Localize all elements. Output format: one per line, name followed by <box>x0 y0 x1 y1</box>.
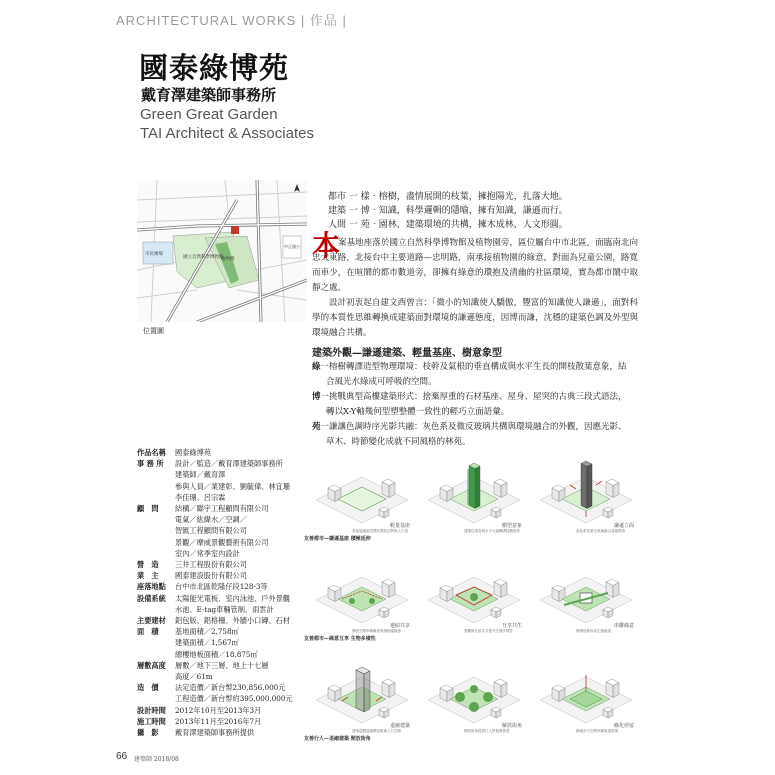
drop-cap: 本 <box>312 229 341 262</box>
diagram-panel <box>536 555 636 629</box>
credit-line: 室內／常季室內設計 <box>175 548 240 558</box>
diagram-title: 解放街角 <box>502 723 523 729</box>
diagram-panel <box>312 455 412 529</box>
concept-item: 苑一謙讓色調時序光影共融：灰色系及微反玻璃共構與環境融合的外觀，因應光影、 草木、時節變化成就不同風格的林苑。 <box>312 422 627 447</box>
credit-label: 主要建材 <box>137 616 166 626</box>
credit-label: 設計時間 <box>137 705 166 715</box>
credit-value <box>175 615 307 626</box>
diagram-panel <box>536 655 636 729</box>
diagram-panel <box>312 555 412 629</box>
diagram-subtitle: 灰色系及微反玻璃融合周邊環境 <box>576 529 625 533</box>
credit-line: 鋁包版、鋁格柵、外牆小口磚、石材 <box>175 616 291 626</box>
location-map <box>137 180 307 322</box>
credit-value <box>175 581 307 592</box>
massing-diagram <box>312 655 412 729</box>
credit-row <box>137 503 307 559</box>
credit-line: 法定造價／新台幣230,856,000元 <box>175 683 286 693</box>
credit-line: 智匯工程顧問有限公司 <box>175 526 247 536</box>
concept-list <box>312 360 642 450</box>
credit-row <box>137 447 307 458</box>
architect-name-zh: 戴育澤建築師事務所 <box>141 86 277 104</box>
credit-label: 事 務 所 <box>137 459 164 469</box>
credit-line: 太陽能光電板、室內泳池、戶外景觀 <box>175 593 291 603</box>
credit-label: 座落地點 <box>137 582 166 592</box>
diagram-title: 連結共享 <box>390 623 411 629</box>
massing-diagram <box>536 455 636 529</box>
credit-line: 工程造價／新台幣約395,000,000元 <box>175 694 293 704</box>
map-label-museum: 國立自然科學博物館 <box>183 255 224 260</box>
massing-diagram <box>424 555 524 629</box>
credit-row <box>137 705 307 716</box>
diagram-subtitle: 景觀與社區共享提升生態多樣性 <box>464 629 513 633</box>
poem <box>328 190 568 232</box>
diagram-panel <box>424 655 524 729</box>
massing-diagram <box>312 555 412 629</box>
diagram-panel <box>424 555 524 629</box>
map-caption: 位置圖 <box>143 328 164 335</box>
credit-label: 施工時間 <box>137 716 166 726</box>
credit-row <box>137 626 307 660</box>
credit-value <box>175 570 307 581</box>
diagram-title: 綠化停留 <box>614 723 635 729</box>
diagram-subtitle: 建築以垂直與水平元素轉譯榕樹意象 <box>464 529 520 533</box>
credit-row <box>137 593 307 615</box>
concept-item: 博一挑戰典型高樓建築形式：捨棄厚重的石材基座、屋身、屋突的古典三段式語法， 轉以X-Y軸幾何型塑整體一致性的輕巧立面語彙。 <box>312 392 627 417</box>
site-marker <box>231 226 239 234</box>
credit-label: 造 價 <box>137 683 159 693</box>
credit-line: 台中市北區乾隆仔段128-3等 <box>175 582 268 592</box>
diagram-subtitle: 開放街角提供行人停留與休憩 <box>464 729 510 733</box>
poem-line: 建築 一 博‧知識，科學邏輯的隱喻，擁有知識，謙遜而行。 <box>328 206 568 216</box>
project-title-zh: 國泰綠博苑 <box>139 51 290 85</box>
diagram-subtitle: 綠帶延伸形成生態廊道 <box>576 629 611 633</box>
diagram-row-caption: 友善都市—謙遜基座 積極延伸 <box>304 536 371 542</box>
diagram-title: 輕量基座 <box>390 523 411 529</box>
project-title-en: Green Great Garden <box>140 106 278 123</box>
credit-value <box>175 660 307 682</box>
credit-line: 建築面積／1,567㎡ <box>175 638 239 648</box>
credit-row <box>137 559 307 570</box>
credit-row <box>137 727 307 738</box>
credit-row <box>137 615 307 626</box>
credit-row <box>137 570 307 581</box>
credit-label: 面 積 <box>137 627 159 637</box>
credit-value <box>175 682 307 704</box>
credit-label: 營 造 <box>137 560 159 570</box>
diagram-subtitle: 建築量體退縮釋放街廓人行空間 <box>352 729 401 733</box>
section-subheading: 建築外觀—謙遜建築、輕量基座、樹意象型 <box>312 348 502 359</box>
diagram-subtitle: 基地退縮留設帶狀開放空間與人行道 <box>352 529 408 533</box>
diagram-title: 串聯綠意 <box>614 623 635 629</box>
credit-line: 結構／聯宇工程顧問有限公司 <box>175 504 269 514</box>
diagram-title: 謙遜立面 <box>614 523 635 529</box>
section-header: ARCHITECTURAL WORKS | 作品 | <box>116 13 347 28</box>
credit-line: 2012年10月至2013年3月 <box>175 705 262 715</box>
credit-value <box>175 593 307 615</box>
credit-line: 國泰綠博苑 <box>175 448 211 457</box>
credit-value <box>175 458 307 503</box>
credit-line: 建築師／戴育澤 <box>175 470 226 480</box>
credit-line: 水池、E-tag車輛管制、雨雲計 <box>175 604 274 614</box>
map-label-school: 中正國小 <box>284 244 300 249</box>
massing-diagram <box>424 455 524 529</box>
diagram-title: 樹型意象 <box>502 523 523 529</box>
body-paragraph-1: 案基地座落於國立自然科學博物館及植物園旁，區位屬台中市北區，面臨南北向忠太東路，北接台中主要道路—忠明路，南承接植物園的綠意，對面為兒童公園，路寬而車少，在喧鬧的都市數道旁，卻擁有綠意的環抱及清幽的社區環境，實為都市鬧中取靜之處。 <box>312 238 638 293</box>
diagram-title: 互享共生 <box>502 623 523 629</box>
credit-value <box>175 559 307 570</box>
credit-line: 層數／地下三層、地上十七層 <box>175 660 269 670</box>
credit-line: 基地面積／2,758㎡ <box>175 627 239 637</box>
massing-diagram <box>424 655 524 729</box>
massing-diagram <box>536 555 636 629</box>
credit-line: 三井工程股份有限公司 <box>175 560 247 570</box>
magazine-issue: 建築師 2018/08 <box>134 756 179 763</box>
credit-value <box>175 447 307 458</box>
credit-line: 參與人員／業建彰、劉毓偉、林宜珊 <box>175 481 291 491</box>
credit-value <box>175 727 307 738</box>
diagram-panel <box>312 655 412 729</box>
credit-label: 業 主 <box>137 571 159 581</box>
credit-row <box>137 716 307 727</box>
diagram-title: 退縮建築 <box>390 723 411 729</box>
credit-line: 電氣／紘緯水／空調／ <box>175 515 247 525</box>
massing-diagram <box>536 655 636 729</box>
credit-line: 景觀／摩威景觀藝術有限公司 <box>175 537 269 547</box>
credit-line: 國泰建設股份有限公司 <box>175 571 247 581</box>
diagram-panel <box>536 455 636 529</box>
credit-row <box>137 660 307 682</box>
credit-row <box>137 581 307 592</box>
body-paragraph-2: 設計初衷起自建文西曾言：「微小的知識使人驕傲，豐富的知識使人謙遜」，面對科學的本質性思維轉換成建築面對環境的謙遜態度，因博而謙，沈穩的建築色調及外型與環境融合共構。 <box>312 298 638 338</box>
poem-line: 都市 一 樣‧榕樹，盡情展開的枝葉，擁抱陽光，扎落大地。 <box>328 192 568 202</box>
credit-row <box>137 458 307 503</box>
diagram-subtitle: 開放空間串聯鄰里與植物園綠意 <box>352 629 401 633</box>
credit-label: 設備系統 <box>137 593 166 603</box>
page-number: 66 <box>116 751 128 762</box>
concept-item: 綠一榕樹轉譯造型物理環境：枝幹及氣根的垂直構成與水平生長的開枝散葉意象，結 合風光水綠成可呼吸的空間。 <box>312 362 627 387</box>
credits-table <box>137 447 307 738</box>
credit-line: 高度／61m <box>175 672 213 682</box>
credit-line: 戴育澤建築師事務所提供 <box>175 728 255 738</box>
credit-line: 總樓地板面積／18,875㎡ <box>175 649 258 659</box>
credit-value <box>175 716 307 727</box>
diagram-subtitle: 綠地步行空間串聯周邊環境 <box>576 729 618 733</box>
credit-label: 層數高度 <box>137 660 166 670</box>
diagram-row-caption: 友善都市—綠意互享 生物多樣性 <box>304 636 376 642</box>
poem-line: 人間 一 苑‧園林，建築環境的共構，擁木成林，人文形圓。 <box>328 220 568 230</box>
credit-value <box>175 626 307 660</box>
diagram-panel <box>424 455 524 529</box>
architect-name-en: TAI Architect & Associates <box>140 125 314 142</box>
massing-diagram <box>312 455 412 529</box>
credit-line: 設計／監造／戴育澤建築師事務所 <box>175 459 283 469</box>
credit-row <box>137 682 307 704</box>
credit-label: 顧 問 <box>137 504 159 514</box>
credit-line: 李佳珊、呂宗霖 <box>175 492 226 502</box>
credit-label: 攝 影 <box>137 728 159 738</box>
credit-line: 2013年11月至2016年7月 <box>175 716 262 726</box>
credit-label: 作品名稱 <box>137 448 166 457</box>
map-label-park: 市民廣場 <box>145 252 163 257</box>
diagram-row-caption: 友善行人—退縮建築 開放街角 <box>304 736 371 742</box>
map-label-plant-garden: 植物園 <box>221 257 235 262</box>
credit-value <box>175 503 307 559</box>
credit-value <box>175 705 307 716</box>
